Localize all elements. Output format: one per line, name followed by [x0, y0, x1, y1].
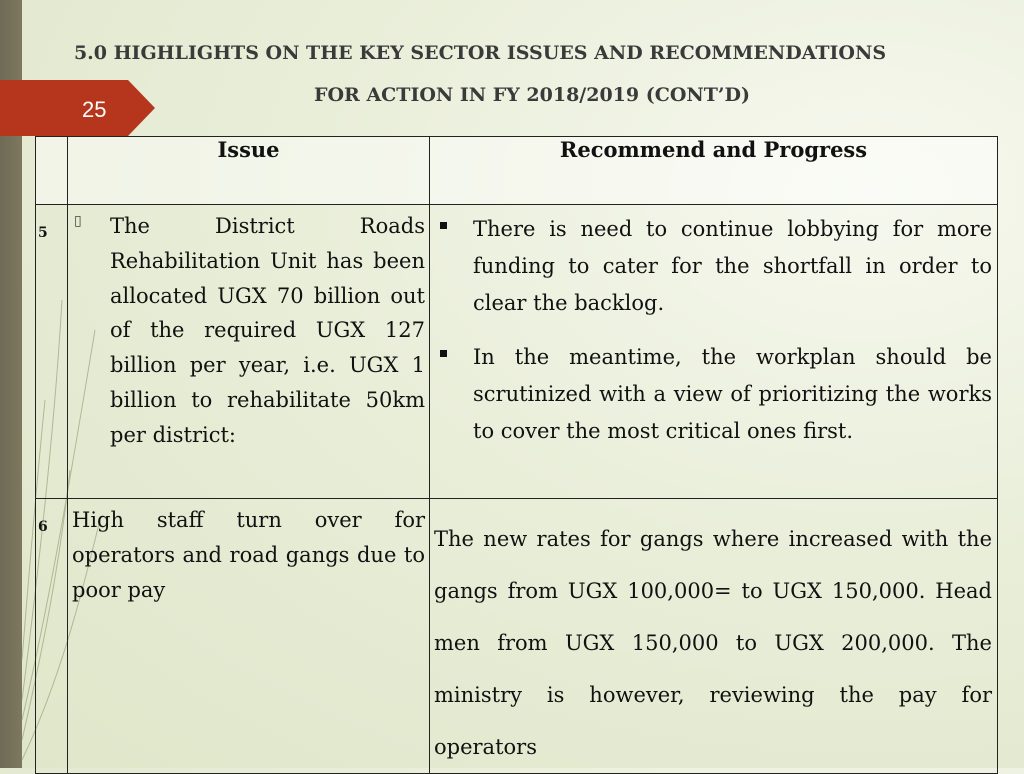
recommendation-cell [430, 499, 998, 774]
issue-cell [68, 205, 430, 499]
issue-text: High staff turn over for operators and road gangs due to poor pay [72, 508, 425, 602]
header-number [36, 137, 68, 205]
square-bullet-icon [440, 222, 447, 229]
table-header-row [36, 137, 998, 205]
issue-cell [68, 499, 430, 774]
square-bullet-icon: ▯ [74, 213, 82, 229]
slide-title-line-2: FOR ACTION IN FY 2018/2019 (CONT’D) [314, 84, 750, 106]
list-item [434, 339, 992, 450]
square-bullet-icon [440, 350, 447, 357]
page-number-badge [0, 80, 155, 136]
recommendation-text: The new rates for gangs where increased with the gangs from UGX 100,000= to UGX 150,000. Head men from UGX 150,000 to UGX 200,000. The ministry is however, reviewing the pay for operators [434, 527, 992, 759]
table-row [36, 499, 998, 774]
recommendation-cell [430, 205, 998, 499]
slide-title-line-1: 5.0 HIGHLIGHTS ON THE KEY SECTOR ISSUES AND RECOMMENDATIONS [73, 42, 887, 64]
row-number: 6 [36, 499, 68, 774]
table-row [36, 205, 998, 499]
issues-table [35, 136, 998, 774]
header-recommendation: Recommend and Progress [430, 137, 998, 205]
list-item [434, 211, 992, 322]
header-issue: Issue [68, 137, 430, 205]
issue-text: The District Roads Rehabilitation Unit has been allocated UGX 70 billion out of the required UGX 127 billion per year, i.e. UGX 1 billion to rehabilitate 50km per district: [110, 214, 425, 447]
page-number: 25 [82, 97, 107, 122]
recommendation-text: In the meantime, the workplan should be scrutinized with a view of prioritizing the works to cover the most critical ones first. [473, 345, 992, 443]
row-number: 5 [36, 205, 68, 499]
recommendation-text: There is need to continue lobbying for more funding to cater for the shortfall in order to clear the backlog. [473, 217, 992, 315]
